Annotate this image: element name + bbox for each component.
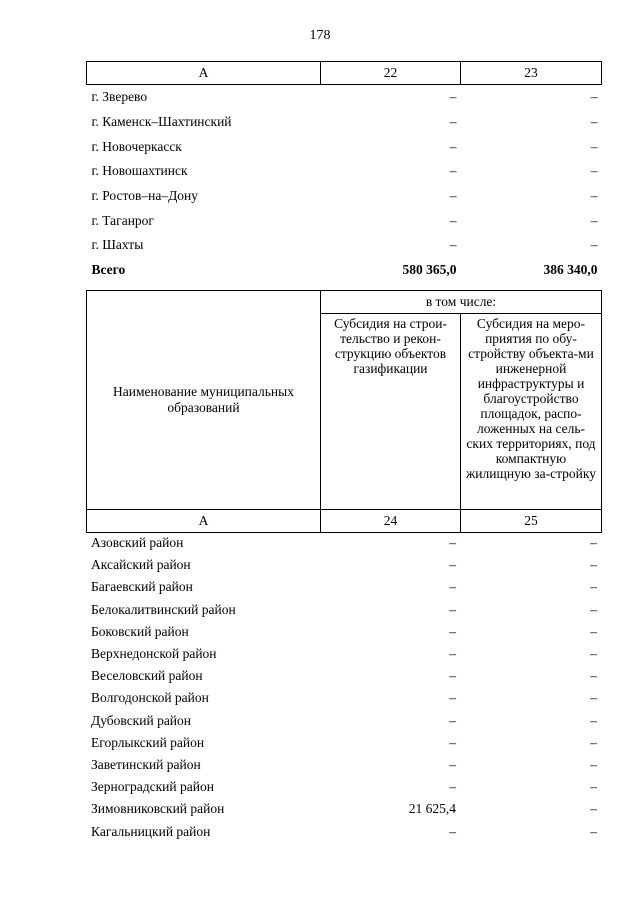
row-value-24: – <box>449 712 456 728</box>
row-name: Белокалитвинский район <box>91 601 236 617</box>
row-value-22: – <box>449 163 457 179</box>
column-header-gasification-subsidy: Субсидия на строи-тельство и рекон-струкцию объектов газификации <box>321 314 461 510</box>
row-name: Аксайский район <box>91 557 191 573</box>
table-header-row <box>87 62 602 85</box>
row-value-25: – <box>590 579 597 595</box>
table-row <box>86 621 601 643</box>
table-row <box>86 776 601 798</box>
row-value-24: – <box>449 690 456 706</box>
table-row <box>86 798 601 820</box>
table-row <box>86 576 601 598</box>
column-header-23: 23 <box>461 62 602 85</box>
row-value-24: – <box>449 668 456 684</box>
row-value-23: – <box>590 237 598 253</box>
row-value-25: – <box>590 623 597 639</box>
row-value-24: – <box>449 734 456 750</box>
row-name: Азовский район <box>91 535 184 551</box>
row-value-24: – <box>449 623 456 639</box>
row-value-25: – <box>590 823 597 839</box>
row-value-22: – <box>449 114 457 130</box>
row-name: Веселовский район <box>91 668 203 684</box>
row-value-23: – <box>590 89 598 105</box>
row-name: г. Шахты <box>91 237 144 253</box>
row-value-24: – <box>449 601 456 617</box>
row-value-25: – <box>590 690 597 706</box>
table-row <box>86 710 601 732</box>
row-value-24: – <box>449 579 456 595</box>
row-value-24: 21 625,4 <box>408 801 456 817</box>
row-value-24: – <box>449 535 456 551</box>
table-districts-header <box>86 290 602 533</box>
table-row <box>87 159 602 184</box>
row-value-24: – <box>449 779 456 795</box>
row-value-22: – <box>449 212 457 228</box>
table-cities <box>86 61 602 283</box>
row-value-24: – <box>449 557 456 573</box>
row-name: г. Новочеркасск <box>91 138 182 154</box>
row-name: г. Зверево <box>91 89 148 105</box>
total-row <box>87 258 602 283</box>
row-name: Егорлыкский район <box>91 734 205 750</box>
row-value-23: – <box>590 163 598 179</box>
row-value-25: – <box>590 801 597 817</box>
table-row <box>86 599 601 621</box>
row-name: г. Новошахтинск <box>91 163 188 179</box>
row-name: Боковский район <box>91 623 189 639</box>
column-header-22: 22 <box>321 62 461 85</box>
row-name: г. Ростов–на–Дону <box>91 188 199 204</box>
row-name: г. Каменск–Шахтинский <box>91 114 232 130</box>
table-row <box>86 687 601 709</box>
table-row <box>87 184 602 209</box>
row-value-25: – <box>590 646 597 662</box>
row-value-23: – <box>590 188 598 204</box>
row-value-23: – <box>590 114 598 130</box>
row-name: Дубовский район <box>91 712 192 728</box>
table-row <box>87 134 602 159</box>
row-name: Верхнедонской район <box>91 646 217 662</box>
table-row <box>87 208 602 233</box>
column-header-infrastructure-subsidy: Субсидия на меро-приятия по обу-стройству объекта-ми инженерной инфраструктуры и благоустройство площадок, распо-ложенных на сель-ских территориях, под компактную жилищную за-стройку <box>461 314 602 510</box>
row-value-22: – <box>449 138 457 154</box>
table-row <box>86 732 601 754</box>
table-row <box>86 665 601 687</box>
table-row <box>87 233 602 258</box>
row-value-23: – <box>590 212 598 228</box>
row-value-24: – <box>449 646 456 662</box>
row-value-25: – <box>590 712 597 728</box>
row-value-25: – <box>590 779 597 795</box>
row-value-24: – <box>449 823 456 839</box>
row-value-23: – <box>590 138 598 154</box>
column-number-a: А <box>87 510 321 533</box>
row-value-25: – <box>590 668 597 684</box>
table-row <box>86 643 601 665</box>
total-value-23: 386 340,0 <box>543 262 598 278</box>
row-value-22: – <box>449 89 457 105</box>
row-name: Кагальницкий район <box>91 823 211 839</box>
table-districts <box>86 532 601 843</box>
row-name: Заветинский район <box>91 756 201 772</box>
row-name: Зимовниковский район <box>91 801 225 817</box>
column-header-municipality: Наименование муниципальных образований <box>87 291 321 510</box>
table-row <box>86 820 601 842</box>
table-row <box>87 85 602 110</box>
row-name: г. Таганрог <box>91 212 154 228</box>
table-number-row <box>87 510 602 533</box>
row-value-25: – <box>590 756 597 772</box>
column-number-25: 25 <box>461 510 602 533</box>
table-row <box>87 110 602 135</box>
column-header-a: А <box>87 62 321 85</box>
row-value-22: – <box>449 237 457 253</box>
table-row <box>86 754 601 776</box>
including-header: в том числе: <box>321 291 602 314</box>
column-number-24: 24 <box>321 510 461 533</box>
table-row <box>86 532 601 554</box>
total-label: Всего <box>91 262 126 278</box>
page-number: 178 <box>309 28 331 43</box>
total-value-22: 580 365,0 <box>402 262 457 278</box>
row-value-25: – <box>590 734 597 750</box>
row-name: Зерноградский район <box>91 779 214 795</box>
row-name: Багаевский район <box>91 579 193 595</box>
row-value-25: – <box>590 535 597 551</box>
row-name: Волгодонской район <box>91 690 209 706</box>
table-row <box>86 554 601 576</box>
row-value-24: – <box>449 756 456 772</box>
row-value-22: – <box>449 188 457 204</box>
row-value-25: – <box>590 557 597 573</box>
row-value-25: – <box>590 601 597 617</box>
